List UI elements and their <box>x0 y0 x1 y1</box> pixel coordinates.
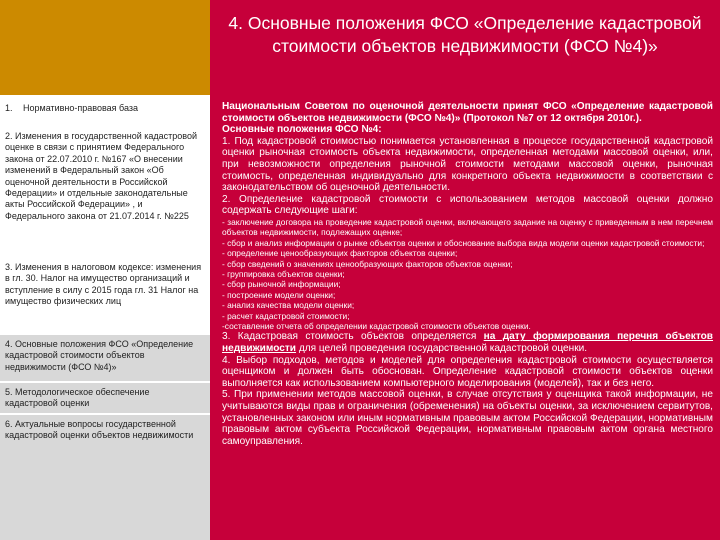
paragraph-3-end: для целей проведения государственной кадастровой оценки. <box>296 343 588 354</box>
paragraph-5: 5. При применении методов массовой оценки, в случае отсутствия у оценщика такой информации, не учитываются виды прав и ограничения (обременения) на объекты оценки, за исключением сервитутов, установленных законом или иным нормативным правовым актом Российской Федерации, нормативным правовым актом субъекта Российской Федерации, нормативным правовым актом органа местного самоуправления. <box>222 389 713 447</box>
header-accent-bar <box>0 0 210 95</box>
sidebar-item-current-issues[interactable] <box>0 415 210 540</box>
list-item: - группировка объектов оценки; <box>222 268 345 279</box>
paragraph-3-start: 3. Кадастровая стоимость объектов определяется <box>222 331 484 343</box>
list-item: - анализ качества модели оценки; <box>222 300 355 311</box>
page-title: 4. Основные положения ФСО «Определение кадастровой стоимости объектов недвижимости (ФСО №4)» <box>228 13 702 56</box>
list-item: - заключение договора на проведение кадастровой оценки, включающего задание на оценку с приведенным в нем перечнем объектов недвижимости, подлежащих оценке; <box>222 216 713 238</box>
paragraph-1: 1. Под кадастровой стоимостью понимается установленная в процессе государственной кадастровой оценки рыночная стоимость объекта недвижимости, определенная методами массовой оценки, или, при невозможности определения рыночной стоимости методами массовой оценки, рыночная стоимость, определенная индивидуально для конкретного объекта недвижимости в соответствии с законодательством об оценочной деятельности. <box>222 135 713 194</box>
list-item: -составление отчета об определении кадастровой стоимости объектов оценки. <box>222 321 531 331</box>
sidebar-item-label: 6. Актуальные вопросы государственной кадастровой оценки объектов недвижимости <box>5 419 194 441</box>
list-item: - сбор и анализ информации о рынке объектов оценки и обоснование выбора вида модели оценки кадастровой стоимости; <box>222 237 705 248</box>
paragraph-3 <box>222 331 713 354</box>
intro-paragraph: Национальным Советом по оценочной деятельности принят ФСО «Определение кадастровой стоимости объектов недвижимости (ФСО №4)» (Протокол №7 от 12 октября 2010г.). <box>222 101 713 124</box>
sidebar-item-fso4[interactable] <box>0 335 210 381</box>
section-heading: Основные положения ФСО №4: <box>222 124 382 136</box>
sidebar-item-label: 3. Изменения в налоговом кодексе: изменения в гл. 30. Налог на имущество организаций и вступление в силу с 2015 года гл. 31 Налог на имущество физических лиц <box>5 262 202 307</box>
paragraph-4: 4. Выбор подходов, методов и моделей для определения кадастровой стоимости осуществляется оценщиком и должен быть обоснован. Определение кадастровой стоимости объектов оценки выполняется как использованием компьютерного моделирования (моделей), так и без него. <box>222 354 713 389</box>
steps-list <box>222 217 713 331</box>
sidebar <box>0 95 210 540</box>
sidebar-item-legal-base[interactable] <box>0 99 210 127</box>
sidebar-item-cadastral-changes[interactable] <box>0 127 210 255</box>
sidebar-item-label: Нормативно-правовая база <box>23 103 139 113</box>
sidebar-item-label: 2. Изменения в государственной кадастровой оценке в связи с принятием Федерального закона от 22.07.2010 г. №167 «О внесении изменений в Федеральный закон «Об оценочной деятельности в Российской Федерации» и отдельные законодательные акты Российской Федерации» , и Федерального закона от 21.07.2014 г. №225 <box>5 131 198 221</box>
sidebar-item-label: 4. Основные положения ФСО «Определение кадастровой стоимости объектов недвижимости (ФСО №4)» <box>5 339 194 372</box>
sidebar-item-number: 1. <box>5 103 13 113</box>
sidebar-item-label: 5. Методологическое обеспечение кадастровой оценки <box>5 387 150 409</box>
sidebar-item-methodology[interactable] <box>0 383 210 413</box>
list-item: - построение модели оценки; <box>222 289 336 300</box>
list-item: - сбор рыночной информации; <box>222 279 341 290</box>
highlighted-date-phrase: на дату формирования перечня объектов недвижимости <box>222 331 714 354</box>
main-content-panel <box>210 95 720 540</box>
list-item: - расчет кадастровой стоимости; <box>222 310 350 321</box>
paragraph-2: 2. Определение кадастровой стоимости с использованием методов массовой оценки должно содержать следующие шаги: <box>222 193 713 217</box>
content-text <box>222 101 713 447</box>
list-item: - сбор сведений о значениях ценообразующих факторов объектов оценки; <box>222 258 513 269</box>
sidebar-item-tax-code[interactable] <box>0 258 210 322</box>
list-item: - определение ценообразующих факторов объектов оценки; <box>222 248 458 259</box>
